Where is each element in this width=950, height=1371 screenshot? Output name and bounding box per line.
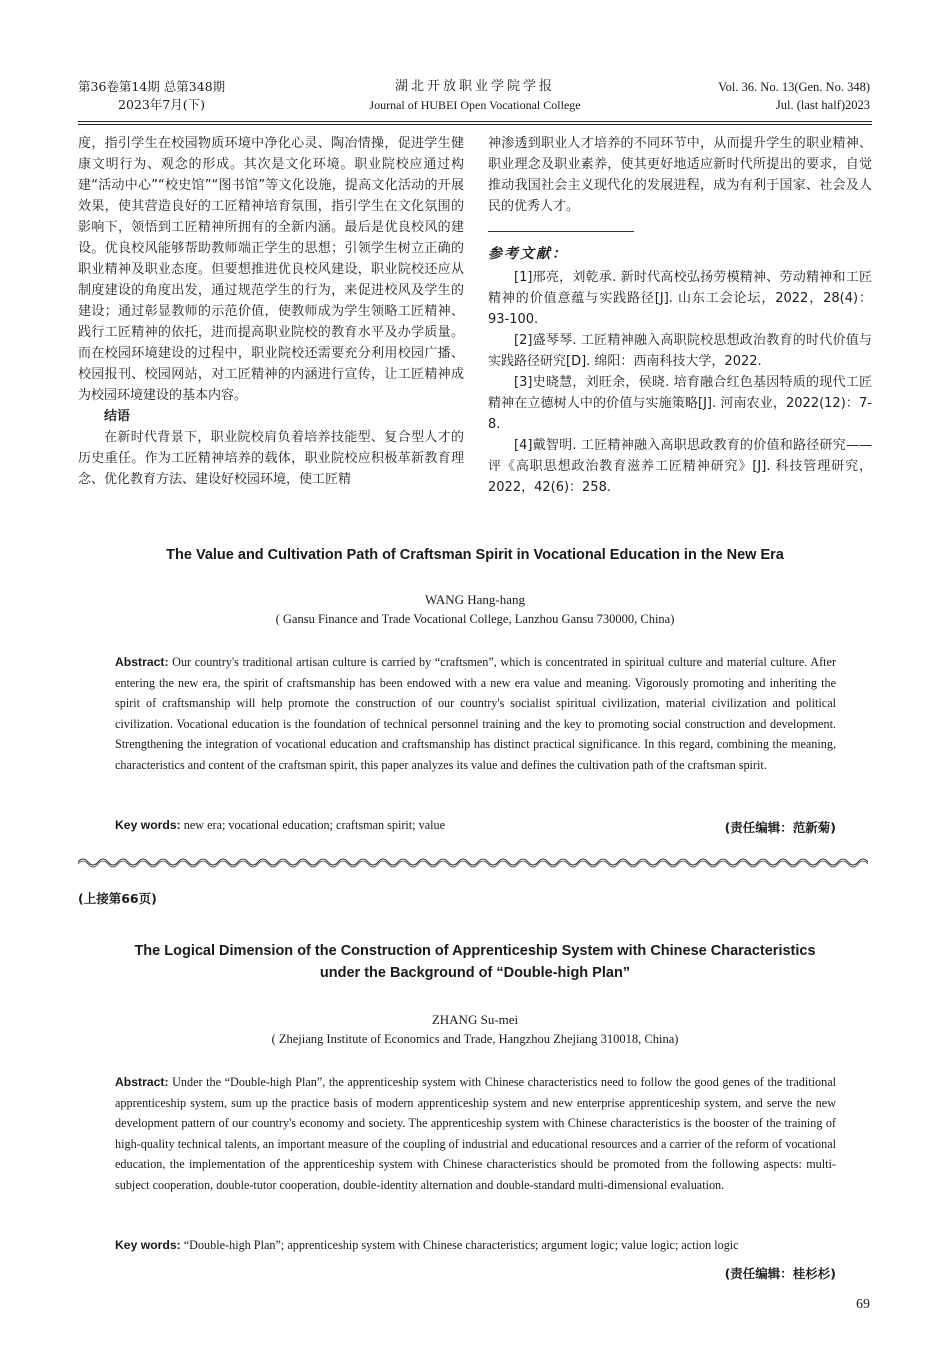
article2-title-line1: The Logical Dimension of the Construction of Apprenticeship System with Chinese Characteristics: [134, 943, 816, 959]
volume-en: Vol. 36. No. 13(Gen. No. 348): [718, 80, 870, 94]
reference-item: [4]戴智明. 工匠精神融入高职思政教育的价值和路径研究——评《高职思想政治教育滋养工匠精神研究》[J]. 科技管理研究，2022，42(6)：258.: [488, 438, 872, 495]
body-paragraph: 度，指引学生在校园物质环境中净化心灵、陶冶情操，促进学生健康文明行为、观念的形成。其次是文化环境。职业院校应通过构建“活动中心”“校史馆”“图书馆”等文化设施，提高文化活动的开展效果，使其营造良好的工匠精神培育氛围，指引学生在文化氛围的影响下，领悟到工匠精神所拥有的全新内涵。最后是优良校风的建设。优良校风能够帮助教师端正学生的思想；引领学生树立正确的职业精神及职业态度。但要想推进优良校风建设，职业院校还应从制度建设的角度出发，通过规范学生的行为，来促进校风及学生的建设；通过彰显教师的示范价值，使教师成为学生领略工匠精神、践行工匠精神的依托，进而提高职业院校的教育水平及办学质量。而在校园环境建设的过程中，职业院校还需要充分利用校园广播、校园报刊、校园网站，对工匠精神的内涵进行宣传，让工匠精神成为校园环境建设的基本内容。: [78, 136, 464, 403]
reference-item: [3]史晓慧，刘旺余，侯晓. 培育融合红色基因特质的现代工匠精神在立德树人中的价值与实施策略[J]. 河南农业，2022(12)：7-8.: [488, 375, 872, 432]
date-en: Jul. (last half)2023: [775, 98, 870, 112]
journal-title-cn: 湖北开放职业学院学报: [394, 79, 555, 94]
header-journal: [330, 78, 620, 114]
header-rule: [78, 121, 872, 122]
abstract-label: Abstract:: [115, 655, 169, 669]
article2-abstract: [115, 1072, 836, 1196]
references-heading: 参考文献：: [488, 246, 568, 262]
body-paragraph: 神渗透到职业人才培养的不同环节中，从而提升学生的职业精神、职业理念及职业素养，使其更好地适应新时代所提出的要求，自觉推动我国社会主义现代化的发展进程，成为有利于国家、社会及人民的优秀人才。: [488, 136, 872, 214]
article2-author: ZHANG Su-mei: [431, 1012, 519, 1027]
references-rule: [488, 231, 634, 232]
page-number: 69: [856, 1297, 870, 1312]
abstract-text: Our country's traditional artisan culture is carried by “craftsmen”, which is concentrated in spiritual culture and material culture. After entering the new era, the spirit of craftsmanship has been endowed with a new era value and meaning. Vigorously promoting and inheriting the spirit of craftsmanship will help promote the construction of our country's socialist spiritual civilization, material civilization and political civilization. Vocational education is the foundation of technical personnel training and the key to promoting social construction and development. Strengthening the integration of vocational education and craftsmanship has distinct practical significance. In this regard, combining the meaning, characteristics and content of the craftsman spirit, this paper analyzes its value and defines the cultivation path of the craftsman spirit.: [115, 655, 836, 772]
article2-title-line2: under the Background of “Double-high Plan”: [319, 965, 631, 981]
article1-abstract: [115, 652, 836, 776]
article2-editor: (责任编辑：桂杉杉): [724, 1266, 836, 1281]
keywords-text: new era; vocational education; craftsman spirit; value: [183, 818, 446, 832]
keywords-label: Key words:: [115, 1238, 181, 1252]
article2-affiliation: ( Zhejiang Institute of Economics and Trade, Hangzhou Zhejiang 310018, China): [271, 1032, 679, 1046]
keywords-label: Key words:: [115, 818, 181, 832]
conclusion-heading: 结语: [104, 409, 131, 424]
journal-title-en: Journal of HUBEI Open Vocational College: [369, 98, 581, 112]
left-column: [78, 133, 464, 490]
issue-date: 2023年7月(下): [118, 97, 206, 112]
reference-item: [2]盛琴琴. 工匠精神融入高职院校思想政治教育的时代价值与实践路径研究[D]. 绵阳：西南科技大学，2022.: [488, 333, 872, 369]
article1-title: The Value and Cultivation Path of Craftsman Spirit in Vocational Education in the New Era: [166, 547, 784, 563]
wave-divider: [78, 856, 872, 868]
article2-title: [60, 940, 890, 984]
article2-keywords: [115, 1238, 836, 1253]
body-paragraph: 在新时代背景下，职业院校肩负着培养技能型、复合型人才的历史重任。作为工匠精神培养的载体，职业院校应积极革新教育理念、优化教育方法、建设好校园环境，使工匠精: [78, 430, 464, 487]
header-volume-info: [718, 78, 870, 114]
article1-affiliation: ( Gansu Finance and Trade Vocational College, Lanzhou Gansu 730000, China): [275, 612, 675, 626]
header-issue-info: [78, 78, 225, 114]
right-column: [488, 133, 872, 498]
issue-line: 第36卷第14期 总第348期: [78, 79, 226, 94]
reference-item: [1]邢亮，刘乾承. 新时代高校弘扬劳模精神、劳动精神和工匠精神的价值意蕴与实践路径[J]. 山东工会论坛，2022，28(4)：93-100.: [488, 270, 872, 327]
abstract-label: Abstract:: [115, 1075, 169, 1089]
article1-editor: (责任编辑：范新菊): [724, 820, 836, 835]
abstract-text: Under the “Double-high Plan”, the apprenticeship system with Chinese characteristics need to follow the good genes of the traditional apprenticeship system, sum up the practice basis of modern apprenticeship system and new enterprise apprenticeship system, and serve the new development pattern of our country's economy and society. The apprenticeship system with Chinese characteristics is the booster of the training of high-quality technical talents, an important measure of the coupling of industrial and educational resources and a carrier of the reform of vocational education, the implementation of the apprenticeship system with Chinese characteristics should be promoted from the following aspects: multi-subject cooperation, double-tutor cooperation, double-identity alternation and double-standard multi-dimensional evaluation.: [115, 1075, 837, 1192]
header-rule: [78, 124, 872, 125]
keywords-text: “Double-high Plan”; apprenticeship system with Chinese characteristics; argument logic; value logic; action logic: [183, 1238, 739, 1252]
article1-author: WANG Hang-hang: [424, 592, 525, 607]
continued-from-note: (上接第66页): [78, 891, 157, 906]
